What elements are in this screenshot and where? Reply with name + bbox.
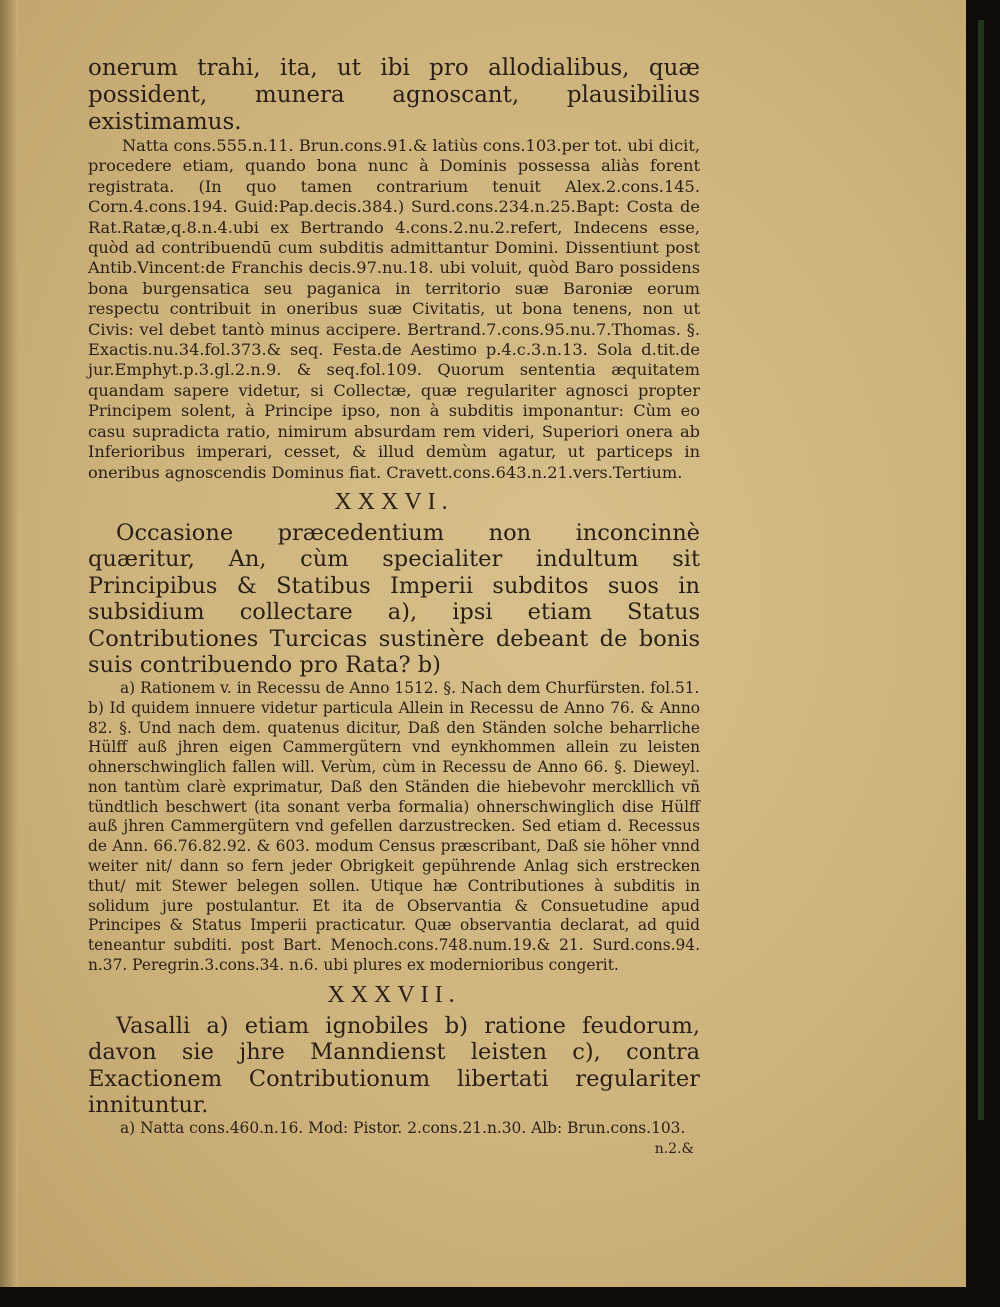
scan-border-right <box>966 0 1000 1307</box>
page-left-edge <box>0 0 18 1307</box>
citation-paragraph: Natta cons.555.n.11. Brun.cons.91.& latiùs cons.103.per tot. ubi dicit, procedere etiam, quando bona nunc à Dominis possessa aliàs forent registrata. (In quo tamen contrarium tenuit Alex.2.cons.145. Corn.4.cons.194. Guid:Pap.decis.384.) Surd.cons.234.n.25.Bapt: Costa de Rat.Ratæ,q.8.n.4.ubi ex Bertrando 4.cons.2.nu.2.refert, Indecens esse, quòd ad contribuendū cum subditis admittantur Domini. Dissentiunt post Antib.Vincent:de Franchis decis.97.nu.18. ubi voluit, quòd Baro possidens bona burgensatica seu paganica in territorio suæ Baroniæ eorum respectu contribuit in oneribus suæ Civitatis, ut bona tenens, non ut Civis: vel debet tantò minus accipere. Bertrand.7.cons.95.nu.7.Thomas. §. Exactis.nu.34.fol.373.& seq. Festa.de Aestimo p.4.c.3.n.13. Sola d.tit.de jur.Emphyt.p.3.gl.2.n.9. & seq.fol.109. Quorum sententia æquitatem quandam sapere videtur, si Collectæ, quæ regulariter agnosci propter Principem solent, à Principe ipso, non à subditis imponantur: Cùm eo casu supradicta ratio, nimirum absurdam rem videri, Superiori onera ab Inferioribus imperari, cesset, & illud demùm agatur, ut particeps in oneribus agnoscendis Dominus fiat. Cravett.cons.643.n.21.vers.Tertium. <box>88 136 700 482</box>
footnote-a: a) Rationem v. in Recessu de Anno 1512. §. Nach dem Churfürsten. fol.51. <box>120 678 700 697</box>
section-heading-36: XXXVI. <box>334 488 454 515</box>
scan-border-strip <box>978 20 984 1120</box>
section-heading-37: XXXVII. <box>327 981 461 1008</box>
opening-paragraph: onerum trahi, ita, ut ibi pro allodialibus, quæ possident, munera agnoscant, plausibilius existimamus. <box>88 55 700 135</box>
footnote-a-37: a) Natta cons.460.n.16. Mod: Pistor. 2.cons.21.n.30. Alb: Brun.cons.103. <box>120 1118 686 1137</box>
section-36-text: Occasione præcedentium non inconcinnè quæritur, An, cùm specialiter indultum sit Principibus & Statibus Imperii subditos suos in subsidium collectare a), ipsi etiam Status Contributiones Turcicas sustinère debeant de bonis suis contribuendo pro Rata? b) <box>88 519 700 679</box>
page-text-block <box>88 55 700 1157</box>
footnote-b: b) Id quidem innuere videtur particula Allein in Recessu de Anno 76. & Anno 82. §. Und nach dem. quatenus dicitur, Daß den Ständen solche beharrliche Hülff auß jhren eigen Cammergütern vnd eynkhommen allein zu leisten ohnerschwinglich fallen will. Verùm, cùm in Recessu de Anno 66. §. Dieweyl. non tantùm clarè exprimatur, Daß den Ständen die hiebevohr merckllich vñ tündtlich beschwert (ita sonant verba formalia) ohnerschwinglich dise Hülff auß jhren Cammergütern vnd gefellen darzustrecken. Sed etiam d. Recessus de Ann. 66.76.82.92. & 603. modum Census præscribant, Daß sie höher vnnd weiter nit/ dann so fern jeder Obrigkeit gepührende Anlag sich erstrecken thut/ mit Stewer belegen sollen. Utique hæ Contributiones à subditis in solidum jure postulantur. Et ita de Observantia & Consuetudine apud Principes & Status Imperii practicatur. Quæ observantia declarat, ad quid teneantur subditi. post Bart. Menoch.cons.748.num.19.& 21. Surd.cons.94. n.37. Peregrin.3.cons.34. n.6. ubi plures ex modernioribus congerit. <box>88 698 700 975</box>
section-37-text: Vasalli a) etiam ignobiles b) ratione feudorum, davon sie jhre Manndienst leisten c), contra Exactionem Contributionum libertati regulariter innituntur. <box>88 1012 700 1119</box>
scan-border-bottom <box>0 1287 1000 1307</box>
catchword: n.2.& <box>654 1140 694 1157</box>
